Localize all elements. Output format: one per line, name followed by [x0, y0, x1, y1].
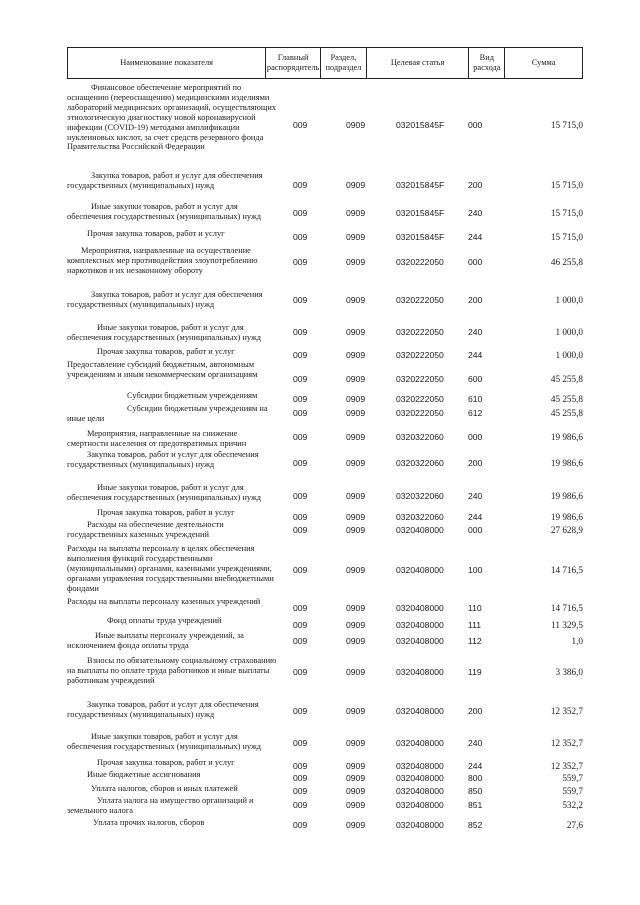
row-expense-type: 000 [468, 257, 483, 267]
row-section: 0909 [346, 458, 366, 468]
header-target-item: Целевая статья [367, 48, 470, 78]
row-chief-administrator: 009 [293, 761, 308, 771]
row-chief-administrator: 009 [293, 738, 308, 748]
row-name: Иные закупки товаров, работ и услуг для обеспечения государственных (муниципальных) нужд [67, 202, 261, 221]
row-expense-type: 244 [468, 512, 483, 522]
row-chief-administrator: 009 [293, 525, 308, 535]
row-amount: 19 986,6 [550, 432, 583, 442]
row-target-item: 0320408000 [396, 773, 444, 783]
row-amount: 15 715,0 [550, 208, 583, 218]
row-chief-administrator: 009 [293, 706, 308, 716]
row-chief-administrator: 009 [293, 565, 308, 575]
row-amount: 15 715,0 [550, 180, 583, 190]
row-amount: 15 715,0 [550, 232, 583, 242]
row-target-item: 0320222050 [396, 394, 444, 404]
row-amount: 46 255,8 [550, 257, 583, 267]
row-name: Иные закупки товаров, работ и услуг для обеспечения государственных (муниципальных) нужд [67, 483, 261, 502]
row-target-item: 0320408000 [396, 525, 444, 535]
row-target-item: 0320222050 [396, 295, 444, 305]
header-section: Раздел, подраздел [321, 48, 367, 78]
row-amount: 532,2 [562, 800, 583, 810]
row-chief-administrator: 009 [293, 408, 308, 418]
row-target-item: 0320222050 [396, 257, 444, 267]
row-chief-administrator: 009 [293, 667, 308, 677]
row-section: 0909 [346, 738, 366, 748]
row-name: Прочая закупка товаров, работ и услуг [97, 758, 235, 767]
row-section: 0909 [346, 773, 366, 783]
row-expense-type: 610 [468, 394, 483, 404]
row-chief-administrator: 009 [293, 620, 308, 630]
row-section: 0909 [346, 408, 366, 418]
header-expense-type: Вид расхода [469, 48, 505, 78]
row-section: 0909 [346, 295, 366, 305]
row-section: 0909 [346, 525, 366, 535]
row-name: Уплата налогов, сборов и иных платежей [91, 784, 238, 793]
row-name: Прочая закупка товаров, работ и услуг [97, 508, 235, 517]
row-expense-type: 100 [468, 565, 483, 575]
row-chief-administrator: 009 [293, 327, 308, 337]
row-chief-administrator: 009 [293, 257, 308, 267]
row-section: 0909 [346, 394, 366, 404]
row-target-item: 0320408000 [396, 761, 444, 771]
row-name: Субсидии бюджетным учреждениям на иные цели [67, 404, 268, 423]
row-amount: 45 255,8 [550, 374, 583, 384]
row-amount: 19 986,6 [550, 491, 583, 501]
row-target-item: 0320322060 [396, 458, 444, 468]
row-section: 0909 [346, 491, 366, 501]
row-section: 0909 [346, 603, 366, 613]
row-amount: 11 329,5 [551, 620, 583, 630]
row-section: 0909 [346, 350, 366, 360]
row-expense-type: 800 [468, 773, 483, 783]
row-target-item: 0320408000 [396, 667, 444, 677]
row-chief-administrator: 009 [293, 120, 308, 130]
row-expense-type: 200 [468, 180, 483, 190]
row-section: 0909 [346, 180, 366, 190]
row-section: 0909 [346, 786, 366, 796]
row-section: 0909 [346, 208, 366, 218]
row-target-item: 032015845F [396, 208, 445, 218]
row-chief-administrator: 009 [293, 432, 308, 442]
row-name: Иные закупки товаров, работ и услуг для обеспечения государственных (муниципальных) нужд [67, 732, 261, 751]
row-target-item: 0320322060 [396, 512, 444, 522]
row-expense-type: 240 [468, 208, 483, 218]
row-chief-administrator: 009 [293, 208, 308, 218]
row-expense-type: 850 [468, 786, 483, 796]
row-name: Предоставление субсидий бюджетным, автономным учреждениям и иным некоммерческим организациям [67, 360, 258, 379]
row-section: 0909 [346, 327, 366, 337]
row-amount: 14 716,5 [550, 565, 583, 575]
row-amount: 12 352,7 [550, 738, 583, 748]
row-amount: 12 352,7 [550, 761, 583, 771]
row-amount: 27 628,9 [550, 525, 583, 535]
row-name: Уплата налога на имущество организаций и земельного налога [67, 796, 254, 815]
row-section: 0909 [346, 374, 366, 384]
row-name: Уплата прочих налогов, сборов [93, 818, 205, 827]
row-name: Субсидии бюджетным учреждениям [127, 391, 258, 400]
row-section: 0909 [346, 512, 366, 522]
row-expense-type: 244 [468, 232, 483, 242]
row-section: 0909 [346, 761, 366, 771]
row-name: Расходы на обеспечение деятельности государственных казенных учреждений [67, 520, 224, 539]
row-target-item: 0320408000 [396, 820, 444, 830]
row-chief-administrator: 009 [293, 374, 308, 384]
row-amount: 3 386,0 [555, 667, 583, 677]
row-expense-type: 852 [468, 820, 483, 830]
row-name: Прочая закупка товаров, работ и услуг [87, 229, 225, 238]
row-expense-type: 240 [468, 491, 483, 501]
row-chief-administrator: 009 [293, 232, 308, 242]
row-target-item: 0320408000 [396, 800, 444, 810]
row-expense-type: 119 [468, 667, 482, 677]
row-name: Мероприятия, направленные на осуществление комплексных мер противодействия злоупотреблению наркотиков и их незаконному обороту [67, 246, 258, 275]
row-name: Взносы по обязательному социальному страхованию на выплаты по оплате труда работников и иные выплаты работникам учреждений [67, 656, 277, 685]
row-name: Расходы на выплаты персоналу в целях обеспечения выполнения функций государственными (муниципальными) органами, казенными учреждениями, органами управления государственными внебюджетными фондами [67, 544, 274, 593]
row-section: 0909 [346, 620, 366, 630]
row-amount: 559,7 [562, 786, 583, 796]
row-section: 0909 [346, 636, 366, 646]
row-section: 0909 [346, 257, 366, 267]
row-section: 0909 [346, 232, 366, 242]
row-target-item: 032015845F [396, 120, 445, 130]
row-amount: 27,6 [566, 820, 583, 830]
row-name: Иные закупки товаров, работ и услуг для обеспечения государственных (муниципальных) нужд [67, 323, 261, 342]
row-expense-type: 244 [468, 350, 483, 360]
row-expense-type: 200 [468, 706, 483, 716]
row-target-item: 0320222050 [396, 408, 444, 418]
table-header [67, 47, 583, 79]
row-amount: 19 986,6 [550, 458, 583, 468]
row-chief-administrator: 009 [293, 350, 308, 360]
row-expense-type: 244 [468, 761, 483, 771]
row-target-item: 032015845F [396, 232, 445, 242]
row-expense-type: 112 [468, 636, 482, 646]
row-name: Иные выплаты персоналу учреждений, за исключением фонда оплаты труда [67, 631, 244, 650]
row-target-item: 0320322060 [396, 491, 444, 501]
row-section: 0909 [346, 800, 366, 810]
row-chief-administrator: 009 [293, 394, 308, 404]
row-chief-administrator: 009 [293, 180, 308, 190]
row-name: Иные бюджетные ассигнования [87, 770, 201, 779]
row-expense-type: 000 [468, 120, 483, 130]
row-chief-administrator: 009 [293, 458, 308, 468]
row-amount: 45 255,8 [550, 408, 583, 418]
row-expense-type: 600 [468, 374, 483, 384]
row-section: 0909 [346, 706, 366, 716]
row-target-item: 0320408000 [396, 738, 444, 748]
header-name: Наименование показателя [68, 48, 266, 78]
row-chief-administrator: 009 [293, 636, 308, 646]
row-name: Мероприятия, направленные на снижение смертности населения от предотвратимых причин [67, 429, 247, 448]
row-name: Закупка товаров, работ и услуг для обеспечения государственных (муниципальных) нужд [67, 290, 263, 309]
row-chief-administrator: 009 [293, 786, 308, 796]
row-amount: 45 255,8 [550, 394, 583, 404]
row-chief-administrator: 009 [293, 491, 308, 501]
row-amount: 12 352,7 [550, 706, 583, 716]
row-target-item: 0320222050 [396, 374, 444, 384]
row-expense-type: 000 [468, 525, 483, 535]
row-target-item: 0320408000 [396, 786, 444, 796]
row-target-item: 0320408000 [396, 706, 444, 716]
row-chief-administrator: 009 [293, 820, 308, 830]
row-target-item: 0320222050 [396, 327, 444, 337]
row-amount: 19 986,6 [550, 512, 583, 522]
row-name: Расходы на выплаты персоналу казенных учреждений [67, 597, 261, 606]
row-section: 0909 [346, 120, 366, 130]
row-section: 0909 [346, 667, 366, 677]
row-amount: 15 715,0 [550, 120, 583, 130]
row-chief-administrator: 009 [293, 295, 308, 305]
row-amount: 1 000,0 [555, 350, 583, 360]
row-amount: 14 716,5 [550, 603, 583, 613]
header-chief-administrator: Главный распорядитель [266, 48, 321, 78]
row-name: Закупка товаров, работ и услуг для обеспечения государственных (муниципальных) нужд [67, 700, 259, 719]
row-expense-type: 200 [468, 458, 483, 468]
row-section: 0909 [346, 820, 366, 830]
row-target-item: 032015845F [396, 180, 445, 190]
row-amount: 1 000,0 [555, 327, 583, 337]
row-expense-type: 000 [468, 432, 483, 442]
row-name: Закупка товаров, работ и услуг для обеспечения государственных (муниципальных) нужд [67, 171, 263, 190]
row-expense-type: 851 [468, 800, 483, 810]
row-section: 0909 [346, 432, 366, 442]
row-target-item: 0320322060 [396, 432, 444, 442]
row-target-item: 0320408000 [396, 603, 444, 613]
row-expense-type: 612 [468, 408, 483, 418]
row-target-item: 0320222050 [396, 350, 444, 360]
row-amount: 1,0 [571, 636, 583, 646]
row-expense-type: 240 [468, 327, 483, 337]
row-name: Закупка товаров, работ и услуг для обеспечения государственных (муниципальных) нужд [67, 450, 259, 469]
row-section: 0909 [346, 565, 366, 575]
row-amount: 559,7 [562, 773, 583, 783]
row-chief-administrator: 009 [293, 800, 308, 810]
row-amount: 1 000,0 [555, 295, 583, 305]
row-expense-type: 200 [468, 295, 483, 305]
row-expense-type: 110 [468, 603, 482, 613]
row-expense-type: 111 [468, 620, 482, 630]
row-chief-administrator: 009 [293, 512, 308, 522]
row-target-item: 0320408000 [396, 565, 444, 575]
row-expense-type: 240 [468, 738, 483, 748]
row-name: Финансовое обеспечение мероприятий по оснащению (переоснащению) медицинскими изделиями лабораторий медицинских организаций, осуществляющих этиологическую диагностику новой коронавирусной инфекции (COVID-19) методами амплификации нуклеиновых кислот, за счет средств резервного фонда Правительства Российской Федерации [67, 83, 277, 152]
row-chief-administrator: 009 [293, 603, 308, 613]
row-name: Фонд оплаты труда учреждений [107, 616, 222, 625]
row-name: Прочая закупка товаров, работ и услуг [97, 347, 235, 356]
header-amount: Сумма [531, 58, 556, 68]
row-chief-administrator: 009 [293, 773, 308, 783]
row-target-item: 0320408000 [396, 620, 444, 630]
row-target-item: 0320408000 [396, 636, 444, 646]
